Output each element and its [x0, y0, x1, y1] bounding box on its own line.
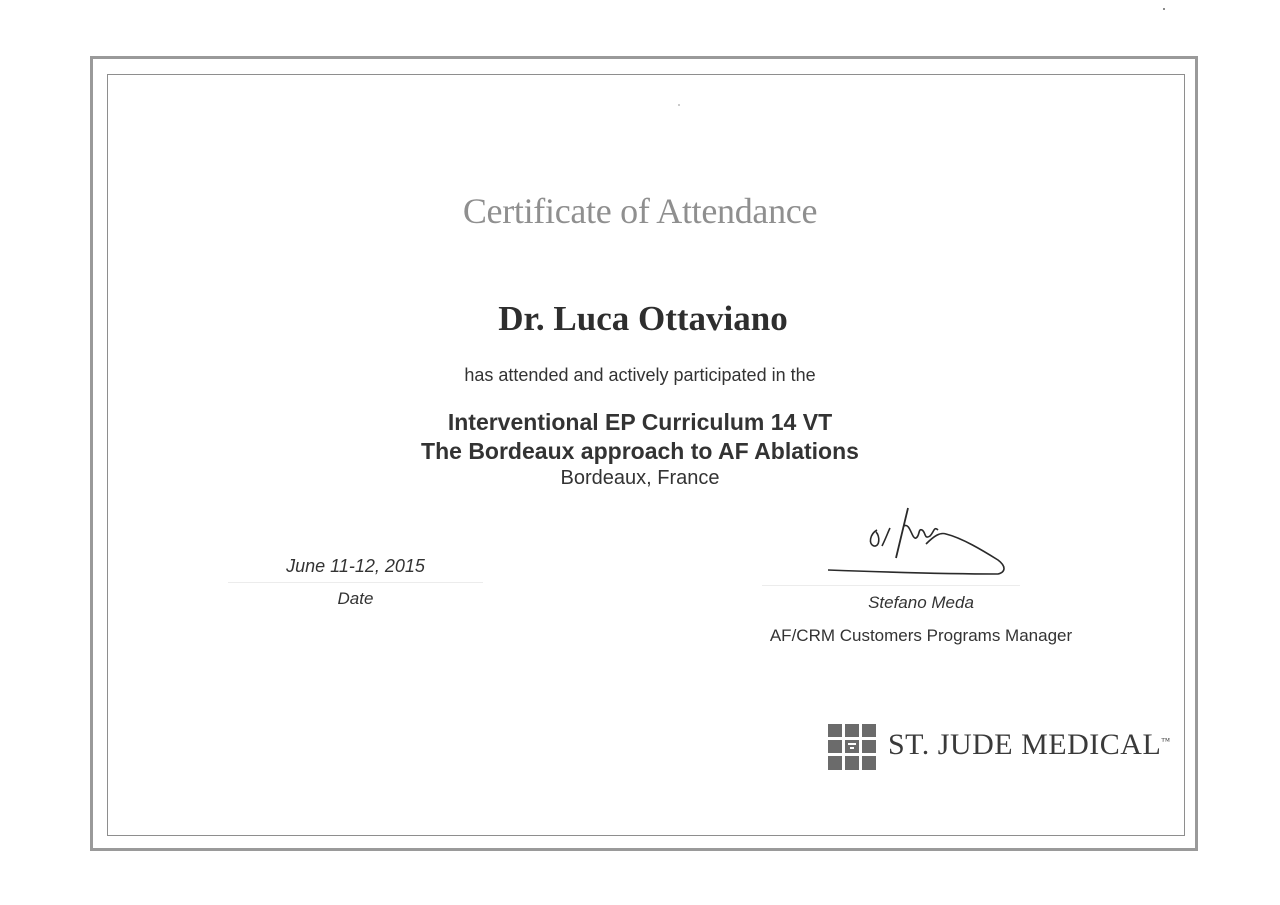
date-value: June 11-12, 2015 [286, 556, 425, 576]
company-name: ST. JUDE MEDICAL [888, 728, 1162, 761]
attendance-statement: has attended and actively participated in the [464, 365, 816, 385]
signer-name: Stefano Meda [868, 593, 974, 612]
date-block [228, 556, 483, 609]
course-location: Bordeaux, France [560, 467, 720, 489]
date-label: Date [337, 589, 374, 608]
date-line [228, 582, 483, 583]
scan-speck [1163, 8, 1165, 10]
st-jude-medical-grid-logo-icon [828, 724, 876, 770]
signature-line [762, 585, 1020, 586]
course-title-line-1: Interventional EP Curriculum 14 VT [447, 409, 833, 435]
company-logo-text [888, 728, 1171, 762]
course-title-line-2: The Bordeaux approach to AF Ablations [421, 438, 859, 464]
trademark-symbol: ™ [1161, 736, 1171, 746]
course-title [0, 408, 1280, 466]
certificate-title: Certificate of Attendance [462, 191, 818, 231]
scan-speck [678, 104, 680, 106]
signature-icon [822, 500, 1012, 584]
recipient-name: Dr. Luca Ottaviano [498, 299, 788, 338]
signer-role: AF/CRM Customers Programs Manager [769, 626, 1073, 645]
